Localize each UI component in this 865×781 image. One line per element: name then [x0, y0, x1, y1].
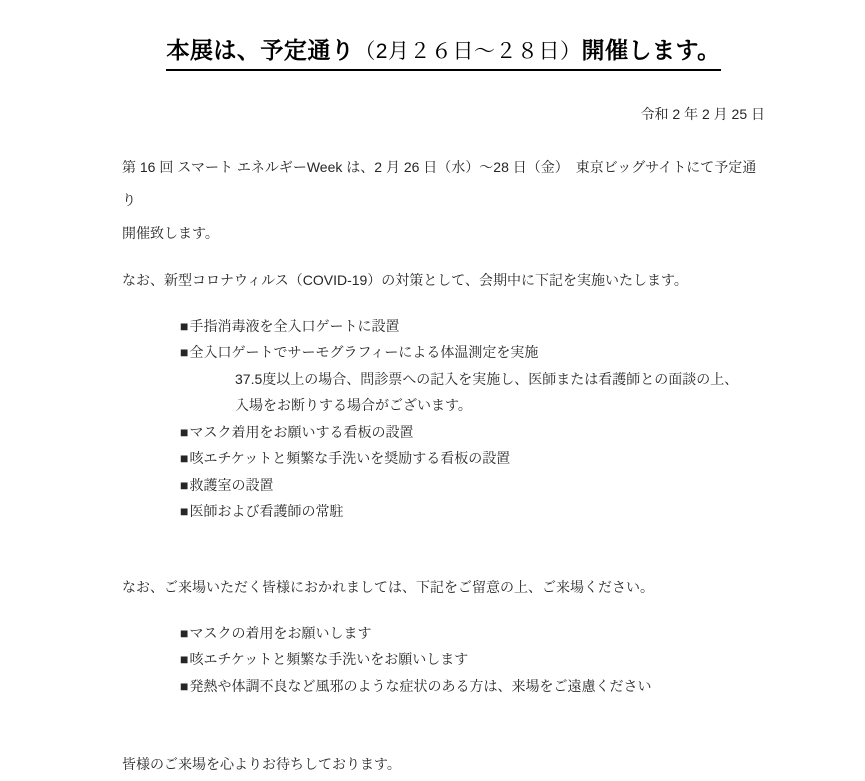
measures-intro: なお、新型コロナウィルス（COVID-19）の対策として、会期中に下記を実施いたします。: [122, 271, 688, 288]
title-suffix: 開催します。: [581, 37, 721, 63]
bullet-square-icon: ■: [180, 317, 189, 334]
list-item-subline: 37.5度以上の場合、問診票への記入を実施し、医師または看護師との面談の上、: [235, 370, 739, 387]
list-item-text: 救護室の設置: [189, 476, 274, 493]
bullet-square-icon: ■: [180, 503, 189, 520]
issue-date: 令和 2 年 2 月 25 日: [640, 105, 765, 122]
measures-list: [122, 313, 765, 525]
list-item-text: 咳エチケットと頻繁な手洗いをお願いします: [189, 651, 469, 668]
bullet-square-icon: ■: [180, 450, 189, 467]
list-item: [180, 339, 765, 419]
list-item: [180, 419, 765, 446]
list-item: [180, 673, 765, 700]
list-item-text: 手指消毒液を全入口ゲートに設置: [189, 317, 400, 334]
title-dates: （2月２６日～２８日）: [354, 40, 582, 63]
closing-paragraph: 皆様のご来場を心よりお待ちしております。: [122, 756, 401, 773]
list-item: [180, 472, 765, 499]
list-item: [180, 620, 765, 647]
list-item-text: 発熱や体調不良など風邪のような症状のある方は、来場をご遠慮ください: [189, 677, 652, 694]
list-item: [180, 646, 765, 673]
bullet-square-icon: ■: [180, 423, 189, 440]
intro-line: 開催致します。: [122, 224, 219, 241]
list-item-text: マスク着用をお願いする看板の設置: [189, 423, 414, 440]
visitor-list: [122, 620, 765, 700]
bullet-square-icon: ■: [180, 651, 189, 668]
intro-paragraph: [122, 151, 765, 250]
list-item: [180, 498, 765, 525]
bullet-square-icon: ■: [180, 677, 189, 694]
list-item: [180, 313, 765, 340]
list-item-text: マスクの着用をお願いします: [189, 624, 372, 641]
list-item-subline: 入場をお断りする場合がございます。: [235, 397, 472, 414]
visitor-intro: なお、ご来場いただく皆様におかれましては、下記をご留意の上、ご来場ください。: [122, 578, 654, 595]
list-item-text: 医師および看護師の常駐: [189, 503, 344, 520]
bullet-square-icon: ■: [180, 624, 189, 641]
title-prefix: 本展は、予定通り: [166, 37, 355, 63]
bullet-square-icon: ■: [180, 476, 189, 493]
bullet-square-icon: ■: [180, 344, 189, 361]
notice-title: [122, 36, 765, 71]
list-item-text: 咳エチケットと頻繁な手洗いを奨励する看板の設置: [189, 450, 511, 467]
title-underline: [166, 36, 720, 71]
list-item-text: 全入口ゲートでサーモグラフィーによる体温測定を実施: [189, 344, 539, 361]
list-item: [180, 445, 765, 472]
intro-line: 第 16 回 スマート エネルギーWeek は、2 月 26 日（水）～28 日（金） 東京ビッグサイトにて予定通り: [122, 158, 757, 208]
